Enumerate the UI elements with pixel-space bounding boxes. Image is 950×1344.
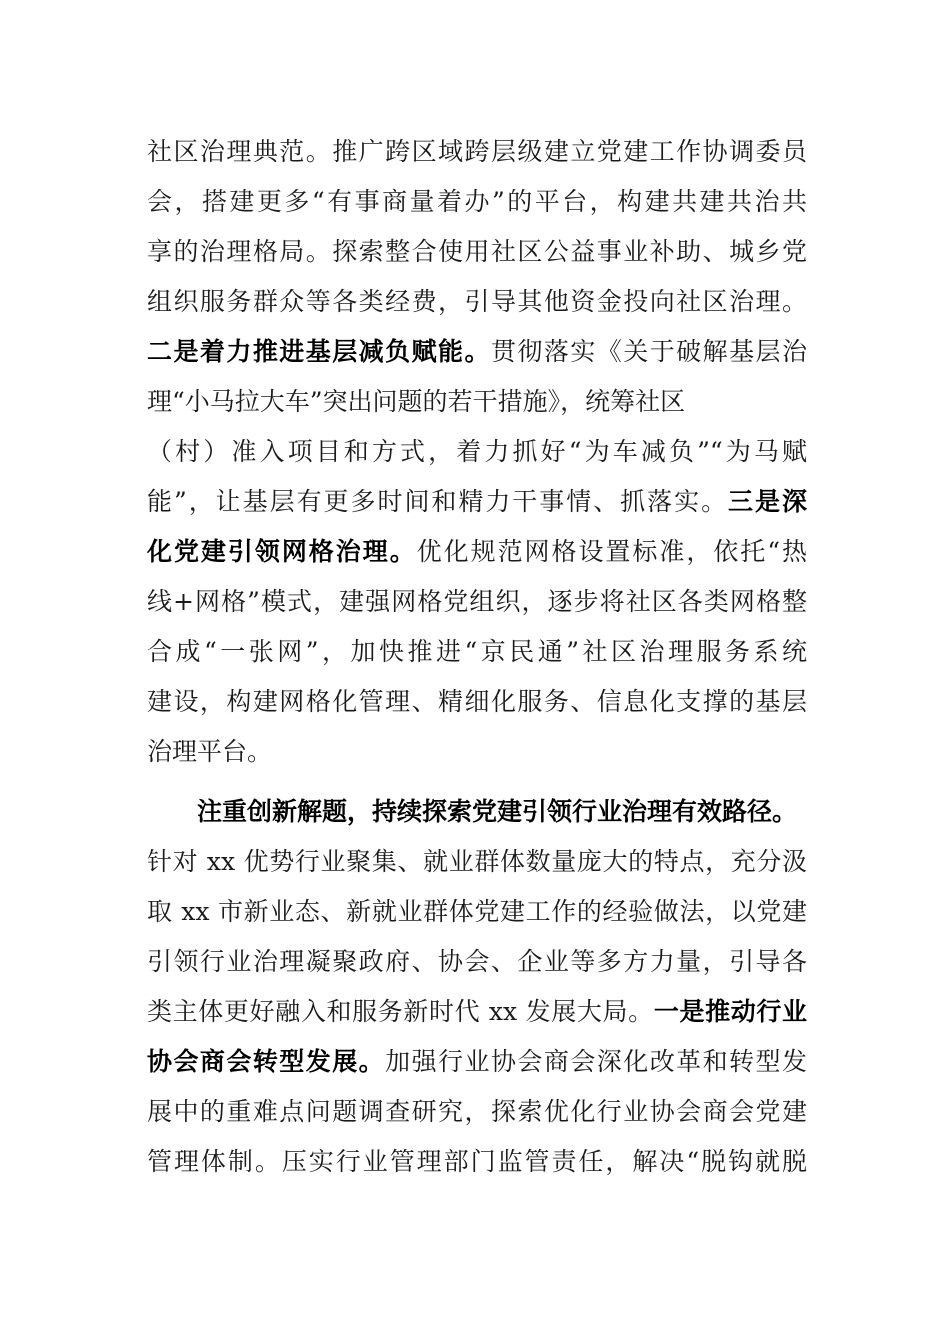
text-line bbox=[147, 627, 807, 677]
bold-heading: 注重创新解题，持续探索党建引领行业治理有效路径。 bbox=[197, 797, 798, 826]
text-line bbox=[147, 277, 807, 327]
text-span: 能”，让基层有更多时间和精力干事情、抓落实。 bbox=[147, 487, 729, 516]
text-line bbox=[147, 127, 807, 177]
text-line bbox=[147, 937, 807, 987]
text-line bbox=[147, 1137, 807, 1187]
text-span: 治理平台。 bbox=[147, 737, 273, 766]
text-span: 会，搭建更多“有事商量着办”的平台，构建共建共治共 bbox=[147, 187, 807, 216]
bold-heading: 协会商会转型发展。 bbox=[147, 1047, 386, 1076]
text-line bbox=[147, 227, 807, 277]
text-span: 取 xx 市新业态、新就业群体党建工作的经验做法，以党建 bbox=[147, 897, 807, 926]
text-span: 类主体更好融入和服务新时代 xx 发展大局。 bbox=[147, 997, 654, 1026]
text-line bbox=[147, 677, 807, 727]
text-line bbox=[147, 987, 807, 1037]
text-span: （村）准入项目和方式，着力抓好“为车减负”“为马赋 bbox=[147, 437, 807, 466]
text-span: 线+网格”模式，建强网格党组织，逐步将社区各类网格整 bbox=[147, 587, 807, 616]
text-span: 合成“一张网”，加快推进“京民通”社区治理服务系统 bbox=[147, 637, 807, 666]
section-heading bbox=[147, 787, 807, 837]
text-line bbox=[147, 527, 807, 577]
text-line bbox=[147, 477, 807, 527]
bold-heading: 三是深 bbox=[728, 487, 807, 516]
bold-heading: 化党建引领网格治理。 bbox=[147, 537, 417, 566]
bold-heading: 二是着力推进基层减负赋能。 bbox=[147, 337, 491, 366]
text-span: 建设，构建网格化管理、精细化服务、信息化支撑的基层 bbox=[147, 687, 807, 716]
text-line bbox=[147, 177, 807, 227]
text-line bbox=[147, 837, 807, 887]
text-line bbox=[147, 377, 807, 427]
paragraph-industry-governance bbox=[147, 787, 807, 1187]
text-line bbox=[147, 1037, 807, 1087]
text-span: 展中的重难点问题调查研究，探索优化行业协会商会党建 bbox=[147, 1097, 807, 1126]
text-span: 优化规范网格设置标准，依托“热 bbox=[416, 537, 807, 566]
text-line bbox=[147, 887, 807, 937]
text-line bbox=[147, 1087, 807, 1137]
text-line bbox=[147, 427, 807, 477]
text-span: 针对 xx 优势行业聚集、就业群体数量庞大的特点，充分汲 bbox=[147, 847, 807, 876]
paragraph-community-governance bbox=[147, 127, 807, 777]
text-span: 引领行业治理凝聚政府、协会、企业等多方力量，引导各 bbox=[147, 947, 807, 976]
text-line bbox=[147, 577, 807, 627]
text-line bbox=[147, 327, 807, 377]
text-span: 社区治理典范。推广跨区域跨层级建立党建工作协调委员 bbox=[147, 137, 807, 166]
text-span: 贯彻落实《关于破解基层治 bbox=[490, 337, 807, 366]
text-span: 加强行业协会商会深化改革和转型发 bbox=[385, 1047, 807, 1076]
text-span: 管理体制。压实行业管理部门监管责任，解决“脱钩就脱 bbox=[147, 1147, 807, 1176]
bold-heading: 一是推动行业 bbox=[653, 997, 807, 1026]
text-span: 享的治理格局。探索整合使用社区公益事业补助、城乡党 bbox=[147, 237, 807, 266]
text-line bbox=[147, 727, 807, 777]
text-span: 理“小马拉大车”突出问题的若干措施》，统筹社区 bbox=[147, 387, 686, 416]
text-span: 组织服务群众等各类经费，引导其他资金投向社区治理。 bbox=[147, 287, 807, 316]
